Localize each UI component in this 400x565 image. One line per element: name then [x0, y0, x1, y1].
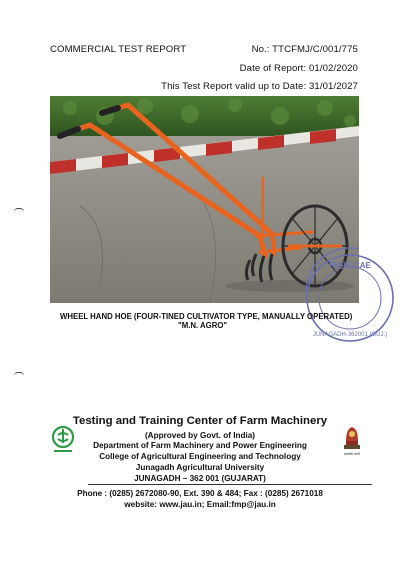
- report-title: COMMERCIAL TEST REPORT: [50, 44, 187, 55]
- stamp-text-top: FMPE-CAE: [329, 261, 371, 270]
- approval-note: (Approved by Govt. of India): [144, 431, 256, 440]
- contact-phone: Phone : (0285) 2672080-90, Ext. 390 & 484; Fax : (0285) 2671018: [77, 489, 323, 498]
- institution-name: Testing and Training Center of Farm Machinery: [72, 415, 328, 427]
- report-number: No.: TTCFMJ/C/001/775: [251, 44, 358, 55]
- emblem-motto: सत्यमेव जयते: [344, 452, 360, 456]
- valid-up-to: This Test Report valid up to Date: 31/01/2027: [161, 81, 358, 92]
- stamp-text-bottom: JUNAGADH-362001 (GUJ.): [312, 332, 388, 338]
- university-logo: [50, 425, 76, 455]
- margin-mark: [14, 208, 24, 212]
- contact-web: website: www.jau.in; Email:fmp@jau.in: [124, 500, 276, 509]
- margin-mark: [14, 372, 24, 376]
- university-name: Junagadh Agricultural University: [135, 463, 265, 472]
- city-address: JUNAGADH – 362 001 (GUJARAT): [134, 474, 266, 483]
- implement-name: WHEEL HAND HOE (FOUR-TINED CULTIVATOR TYPE, MANUALLY OPERATED): [60, 312, 353, 321]
- test-center-stamp: [304, 252, 396, 344]
- manufacturer-name: "M.N. AGRO": [178, 321, 228, 330]
- department-name: Department of Farm Machinery and Power Engineering: [93, 441, 307, 450]
- divider-line: [88, 484, 372, 485]
- national-emblem: [340, 423, 364, 457]
- college-name: College of Agricultural Engineering and Technology: [99, 452, 301, 461]
- date-of-report: Date of Report: 01/02/2020: [239, 63, 358, 74]
